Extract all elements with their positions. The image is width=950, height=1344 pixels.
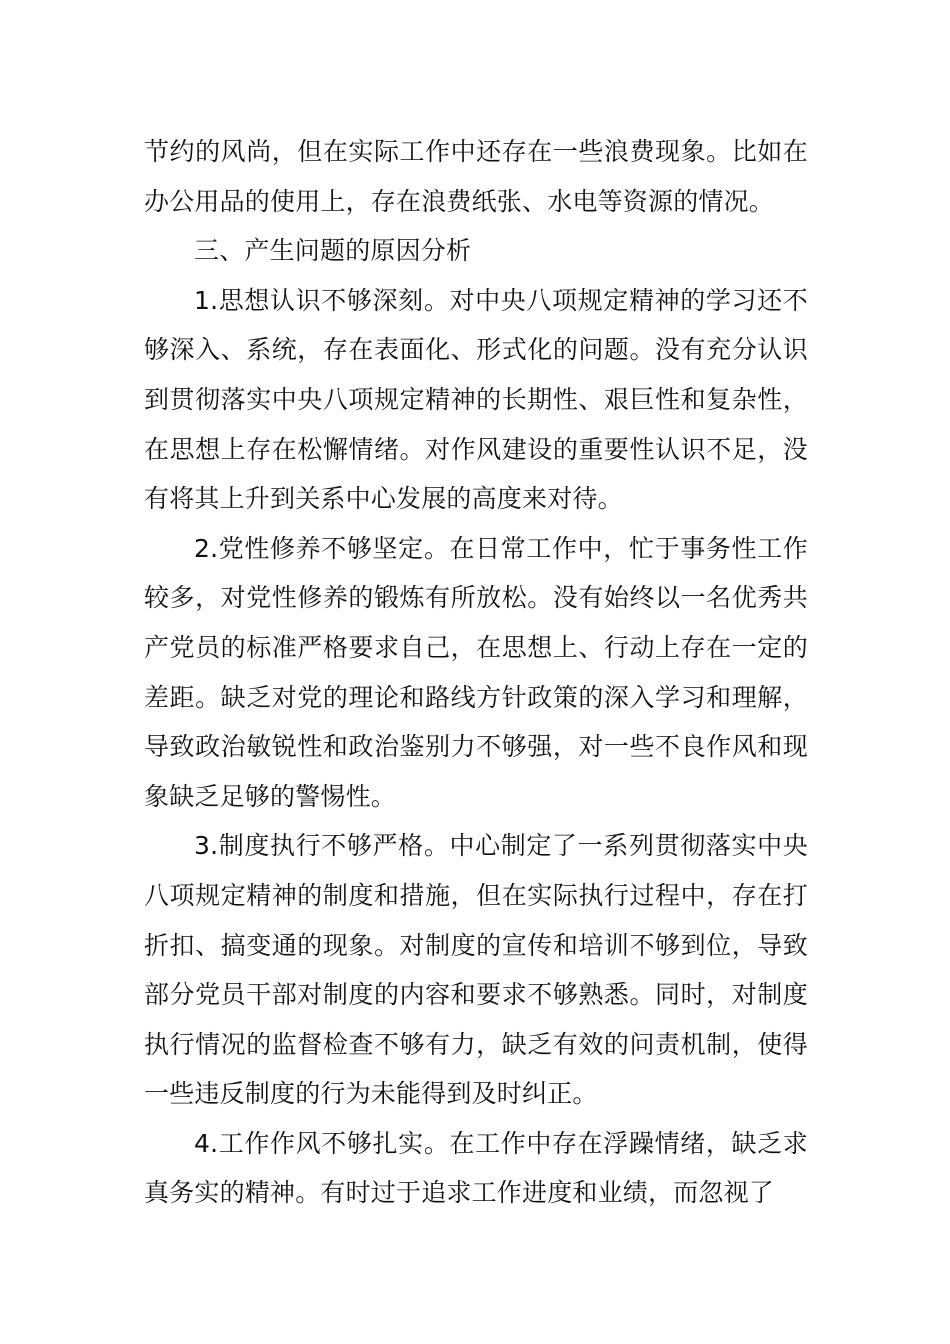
section-heading: 三、产生问题的原因分析 bbox=[194, 236, 472, 266]
paragraph-point-2: 2.党性修养不够坚定。在日常工作中，忙于事务性工作较多，对党性修养的锻炼有所放松。没有始终以一名优秀共产党员的标准严格要求自己，在思想上、行动上存在一定的差距。缺乏对党的理论和路线方针政策的深入学习和理解，导致政治敏锐性和政治鉴别力不够强，对一些不良作风和现象缺乏足够的警惕性。 bbox=[144, 533, 808, 811]
document-body bbox=[144, 127, 808, 1218]
paragraph-point-1: 1.思想认识不够深刻。对中央八项规定精神的学习还不够深入、系统，存在表面化、形式化的问题。没有充分认识到贯彻落实中央八项规定精神的长期性、艰巨性和复杂性，在思想上存在松懈情绪。对作风建设的重要性认识不足，没有将其上升到关系中心发展的高度来对待。 bbox=[144, 285, 808, 514]
paragraph-point-4: 4.工作作风不够扎实。在工作中存在浮躁情绪，缺乏求真务实的精神。有时过于追求工作进度和业绩，而忽视了 bbox=[144, 1128, 808, 1208]
paragraph-continuation: 节约的风尚，但在实际工作中还存在一些浪费现象。比如在办公用品的使用上，存在浪费纸张、水电等资源的情况。 bbox=[144, 137, 808, 216]
paragraph-point-3: 3.制度执行不够严格。中心制定了一系列贯彻落实中央八项规定精神的制度和措施，但在实际执行过程中，存在打折扣、搞变通的现象。对制度的宣传和培训不够到位，导致部分党员干部对制度的内容和要求不够熟悉。同时，对制度执行情况的监督检查不够有力，缺乏有效的问责机制，使得一些违反制度的行为未能得到及时纠正。 bbox=[144, 831, 808, 1109]
